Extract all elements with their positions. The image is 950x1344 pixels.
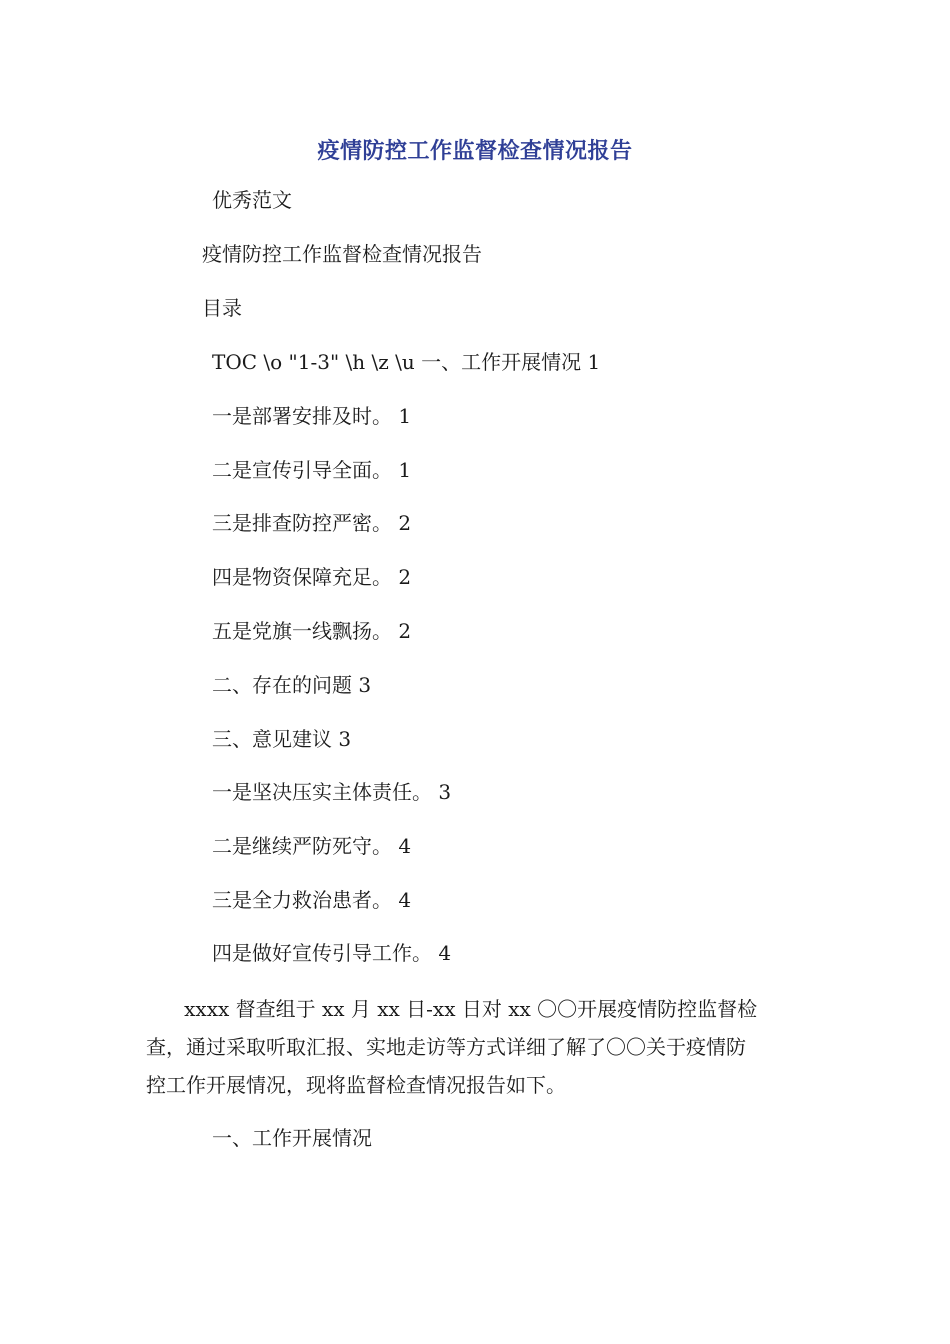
toc-label: 目录	[202, 296, 242, 320]
toc-item: 二是继续严防死守。 4	[212, 834, 412, 858]
toc-item: 二、存在的问题 3	[212, 673, 372, 697]
intro-line: 查，通过采取听取汇报、实地走访等方式详细了解了〇〇关于疫情防	[146, 1035, 746, 1059]
intro-paragraph	[146, 990, 806, 1104]
toc-item: 一是坚决压实主体责任。 3	[212, 780, 452, 804]
toc-item: 五是党旗一线飘扬。 2	[212, 619, 412, 643]
document-title: 疫情防控工作监督检查情况报告	[317, 139, 633, 164]
intro-line: 控工作开展情况，现将监督检查情况报告如下。	[146, 1073, 566, 1097]
toc-item: 三是全力救治患者。 4	[212, 888, 412, 912]
toc-item: 三是排查防控严密。 2	[212, 511, 412, 535]
toc-item: TOC \o "1-3" \h \z \u 一、工作开展情况 1	[212, 350, 601, 374]
intro-line: xxxx 督查组于 xx 月 xx 日-xx 日对 xx 〇〇开展疫情防控监督检	[146, 997, 758, 1021]
toc-item: 二是宣传引导全面。 1	[212, 458, 412, 482]
subtitle: 优秀范文	[212, 188, 292, 212]
toc-item: 一是部署安排及时。 1	[212, 404, 412, 428]
section-heading: 一、工作开展情况	[212, 1126, 372, 1150]
toc-item: 三、意见建议 3	[212, 727, 352, 751]
toc-item: 四是做好宣传引导工作。 4	[212, 941, 452, 965]
heading: 疫情防控工作监督检查情况报告	[202, 242, 482, 266]
toc-item: 四是物资保障充足。 2	[212, 565, 412, 589]
